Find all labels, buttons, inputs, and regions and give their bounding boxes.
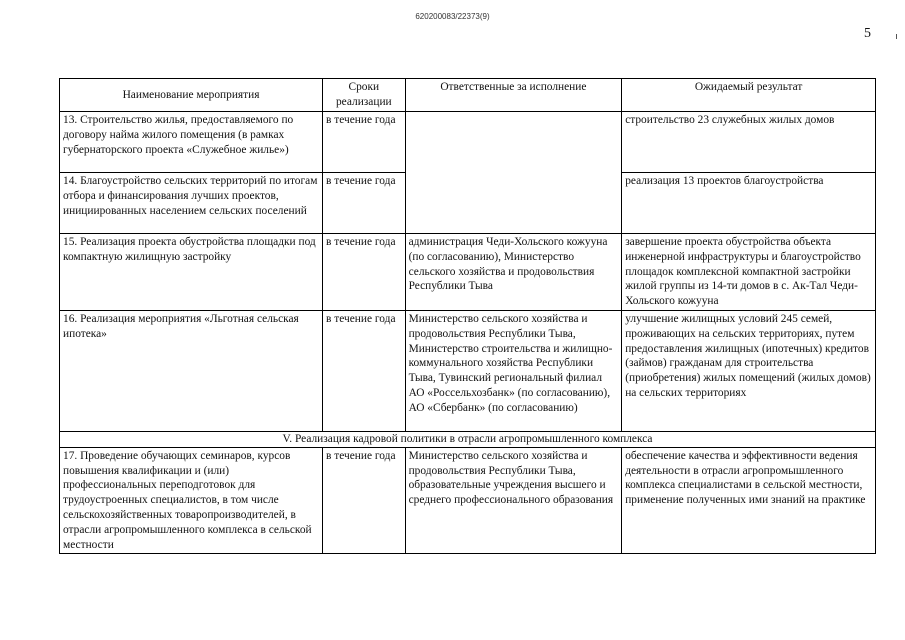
- margin-mark: [896, 34, 897, 39]
- header-name: Наименование мероприятия: [60, 79, 323, 112]
- table-row: [60, 234, 876, 311]
- row-name: 13. Строительство жилья, предоставляемого по договору найма жилого помещения (в рамках губернаторского проекта «Служебное жилье»): [60, 112, 323, 173]
- header-result: Ожидаемый результат: [622, 79, 876, 112]
- header-responsible: Ответственные за исполнение: [405, 79, 622, 112]
- section-title: V. Реализация кадровой политики в отрасли агропромышленного комплекса: [60, 431, 876, 447]
- row-result: улучшение жилищных условий 245 семей, проживающих на сельских территориях, путем предоставления жилищных (ипотечных) кредитов (займов) гражданам для строительства (приобретения) жилых помещений (жилых домов) на сельских территориях: [622, 310, 876, 431]
- row-result: строительство 23 служебных жилых домов: [622, 112, 876, 173]
- row-term: в течение года: [323, 234, 406, 311]
- table-row: [60, 447, 876, 554]
- document-id: 620200083/22373(9): [415, 12, 490, 21]
- row-name: 15. Реализация проекта обустройства площадки под компактную жилищную застройку: [60, 234, 323, 311]
- activities-table: [59, 78, 876, 554]
- row-result: завершение проекта обустройства объекта инженерной инфраструктуры и благоустройство площадок комплексной компактной застройки жилой группы из 14-ти домов в с. Ак-Тал Чеди-Хольского кожууна: [622, 234, 876, 311]
- row-name: 17. Проведение обучающих семинаров, курсов повышения квалификации и (или) профессиональных переподготовок для трудоустроенных специалистов, в том числе сельскохозяйственных товаропроизводителей, в отрасли агропромышленного комплекса в сельской местности: [60, 447, 323, 554]
- row-result: обеспечение качества и эффективности ведения деятельности в отрасли агропромышленного комплекса специалистами в сельской местности, применение полученных ими знаний на практике: [622, 447, 876, 554]
- table-row: [60, 310, 876, 431]
- row-term: в течение года: [323, 310, 406, 431]
- row-term: в течение года: [323, 173, 406, 234]
- row-responsible: администрация Чеди-Хольского кожууна (по согласованию), Министерство сельского хозяйства и продовольствия Республики Тыва: [405, 234, 622, 311]
- row-result: реализация 13 проектов благоустройства: [622, 173, 876, 234]
- row-responsible: Министерство сельского хозяйства и продовольствия Республики Тыва, образовательные учреждения высшего и среднего профессионального образования: [405, 447, 622, 554]
- row-name: 16. Реализация мероприятия «Льготная сельская ипотека»: [60, 310, 323, 431]
- table-header-row: [60, 79, 876, 112]
- table-row: [60, 112, 876, 173]
- row-responsible: [405, 112, 622, 234]
- header-terms: Сроки реализации: [323, 79, 406, 112]
- row-term: в течение года: [323, 112, 406, 173]
- row-term: в течение года: [323, 447, 406, 554]
- row-name: 14. Благоустройство сельских территорий по итогам отбора и финансирования лучших проектов, инициированных населением сельских поселений: [60, 173, 323, 234]
- page-number: 5: [864, 26, 871, 41]
- row-responsible: Министерство сельского хозяйства и продовольствия Республики Тыва, Министерство строительства и жилищно-коммунального хозяйства Республики Тыва, Тувинский региональный филиал АО «Россельхозбанк» (по согласованию), АО «Сбербанк» (по согласованию): [405, 310, 622, 431]
- section-row: [60, 431, 876, 447]
